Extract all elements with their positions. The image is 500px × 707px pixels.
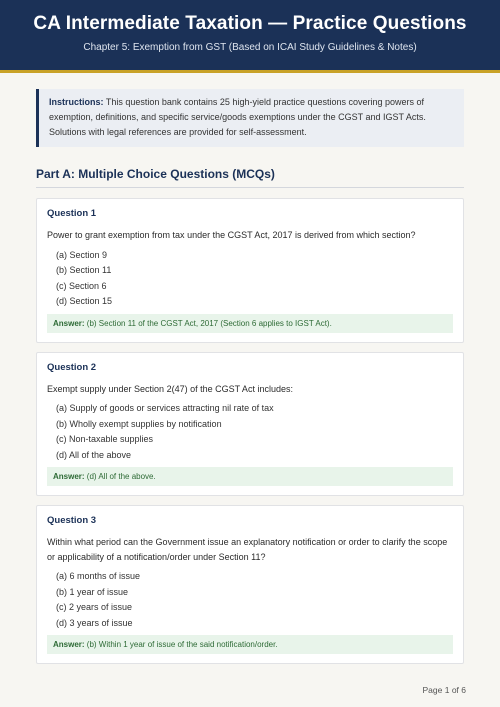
answer-label: Answer: (53, 318, 85, 328)
instructions-label: Instructions: (49, 97, 104, 107)
page-subtitle: Chapter 5: Exemption from GST (Based on ICAI Study Guidelines & Notes) (83, 42, 417, 53)
option-item: (d) All of the above (56, 449, 132, 460)
answer-box (47, 314, 453, 333)
question-card (36, 352, 464, 497)
page-number: Page 1 of 6 (422, 685, 466, 695)
instructions-text: This question bank contains 25 high-yield practice questions covering powers of exemption, definitions, and specific service/goods exemptions under the CGST and IGST Acts. Solutions with legal references are provided for self-assessment. (49, 97, 426, 137)
question-card (36, 505, 464, 664)
question-label: Question 2 (47, 361, 97, 373)
section-heading: Part A: Multiple Choice Questions (MCQs) (36, 167, 464, 188)
option-item: (d) 3 years of issue (56, 617, 133, 628)
answer-box (47, 467, 453, 486)
option-item: (b) 1 year of issue (56, 586, 129, 597)
answer-text: (b) Within 1 year of issue of the said notification/order. (84, 640, 278, 649)
page-title: CA Intermediate Taxation — Practice Questions (33, 13, 467, 34)
option-item: (a) 6 months of issue (56, 571, 141, 581)
answer-label: Answer: (53, 472, 85, 481)
option-item: (c) Section 6 (56, 280, 107, 291)
page-header (0, 0, 500, 73)
instructions-box (36, 89, 464, 147)
options-list (47, 569, 453, 631)
question-card (36, 198, 464, 343)
question-label: Question 3 (47, 515, 97, 526)
answer-text: (b) Section 11 of the CGST Act, 2017 (Section 6 applies to IGST Act). (84, 318, 332, 328)
answer-label: Answer: (53, 640, 85, 649)
option-item: (a) Supply of goods or services attracting nil rate of tax (56, 403, 274, 413)
option-item: (b) Wholly exempt supplies by notification (56, 418, 222, 429)
question-text: Within what period can the Government issue an explanatory notification or order to clarify the scope or applicability of a notification/order under Section 11? (47, 537, 448, 562)
answer-box (47, 635, 453, 654)
answer-text: (d) All of the above. (84, 472, 156, 481)
question-label: Question 1 (47, 208, 97, 219)
question-text: Exempt supply under Section 2(47) of the CGST Act includes: (47, 383, 293, 394)
option-item: (d) Section 15 (56, 296, 113, 306)
question-text: Power to grant exemption from tax under the CGST Act, 2017 is derived from which section? (47, 230, 416, 240)
page-content (0, 89, 500, 664)
option-item: (c) 2 years of issue (56, 602, 133, 612)
option-item: (b) Section 11 (56, 265, 112, 275)
option-item: (a) Section 9 (56, 249, 108, 260)
options-list (47, 248, 453, 310)
options-list (47, 401, 453, 463)
option-item: (c) Non-taxable supplies (56, 434, 154, 444)
